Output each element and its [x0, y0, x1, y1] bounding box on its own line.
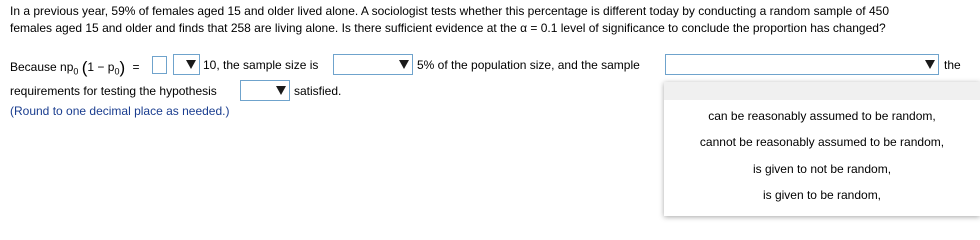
satisfied-text: satisfied.	[294, 84, 342, 98]
sample-size-text: 10, the sample size is	[203, 58, 319, 72]
rounding-hint: (Round to one decimal place as needed.)	[10, 104, 230, 118]
np-expression	[10, 56, 140, 76]
p-subscript: 0	[114, 66, 120, 77]
menu-option-reasonably-random[interactable]: can be reasonably assumed to be random,	[708, 109, 936, 123]
the-label: the	[944, 58, 961, 72]
sample-random-menu	[664, 82, 980, 216]
requirements-dropdown[interactable]	[240, 80, 290, 101]
equals-sign: =	[132, 60, 140, 74]
one-minus-p: 1 − p	[87, 60, 115, 74]
requirements-text: requirements for testing the hypothesis	[10, 84, 217, 98]
open-paren: (	[81, 58, 88, 77]
menu-header	[664, 82, 980, 100]
question-text	[10, 3, 889, 37]
menu-option-given-random[interactable]: is given to be random,	[762, 188, 882, 202]
question-line-2: females aged 15 and older and finds that 258 are living alone. Is there sufficient evidence at the α = 0.1 level of significance to conclude the proportion has changed?	[10, 21, 886, 35]
menu-option-given-not-random[interactable]: is given to not be random,	[752, 162, 892, 176]
close-paren: )	[119, 58, 126, 77]
p-subscript: 0	[73, 66, 79, 77]
question-line-1: In a previous year, 59% of females aged 15 and older lived alone. A sociologist tests whether this percentage is different today by conducting a random sample of 450	[10, 4, 889, 18]
comparison-dropdown[interactable]	[173, 54, 200, 75]
np-value-input[interactable]	[152, 56, 167, 74]
sample-size-dropdown[interactable]	[333, 54, 413, 75]
chevron-down-icon	[399, 60, 409, 69]
menu-option-not-reasonably-random[interactable]: cannot be reasonably assumed to be random,	[699, 135, 945, 149]
chevron-down-icon	[925, 60, 935, 69]
sample-random-dropdown[interactable]	[665, 54, 939, 75]
chevron-down-icon	[186, 60, 196, 69]
population-text: 5% of the population size, and the sample	[417, 58, 640, 72]
chevron-down-icon	[276, 86, 286, 95]
because-label: Because np	[10, 60, 74, 74]
